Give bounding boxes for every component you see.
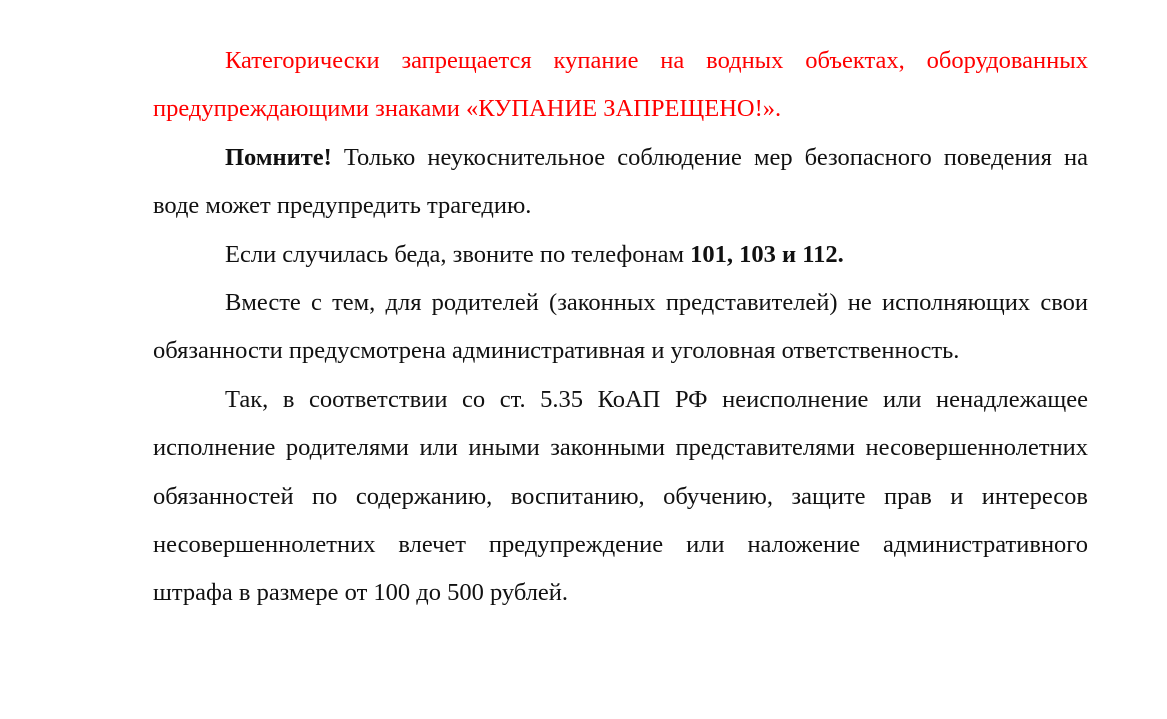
emergency-paragraph: [153, 231, 1088, 279]
emergency-numbers: 101, 103 и 112.: [690, 240, 844, 268]
law-paragraph: [153, 376, 1088, 618]
emergency-text: Если случилась беда, звоните по телефонам: [225, 240, 691, 268]
reminder-bold: Помните!: [225, 143, 332, 171]
warning-paragraph: [153, 37, 1088, 134]
reminder-paragraph: [153, 134, 1088, 231]
reminder-text: Только неукоснительное соблюдение мер безопасного поведения на воде может предупредить трагедию.: [153, 143, 1088, 220]
responsibility-text: Вместе с тем, для родителей (законных представителей) не исполняющих свои обязанности предусмотрена административная и уголовная ответственность.: [153, 289, 1088, 365]
warning-text: Категорически запрещается купание на водных объектах, оборудованных предупреждающими знаками «КУПАНИЕ ЗАПРЕЩЕНО!».: [153, 47, 1088, 123]
responsibility-paragraph: [153, 279, 1088, 376]
document-page: [153, 37, 1088, 618]
law-text: Так, в соответствии со ст. 5.35 КоАП РФ неисполнение или ненадлежащее исполнение родителями или иными законными представителями несовершеннолетних обязанностей по содержанию, воспитанию, обучению, защите прав и интересов несовершеннолетних влечет предупреждение или наложение административного штрафа в размере от 100 до 500 рублей.: [153, 385, 1088, 607]
